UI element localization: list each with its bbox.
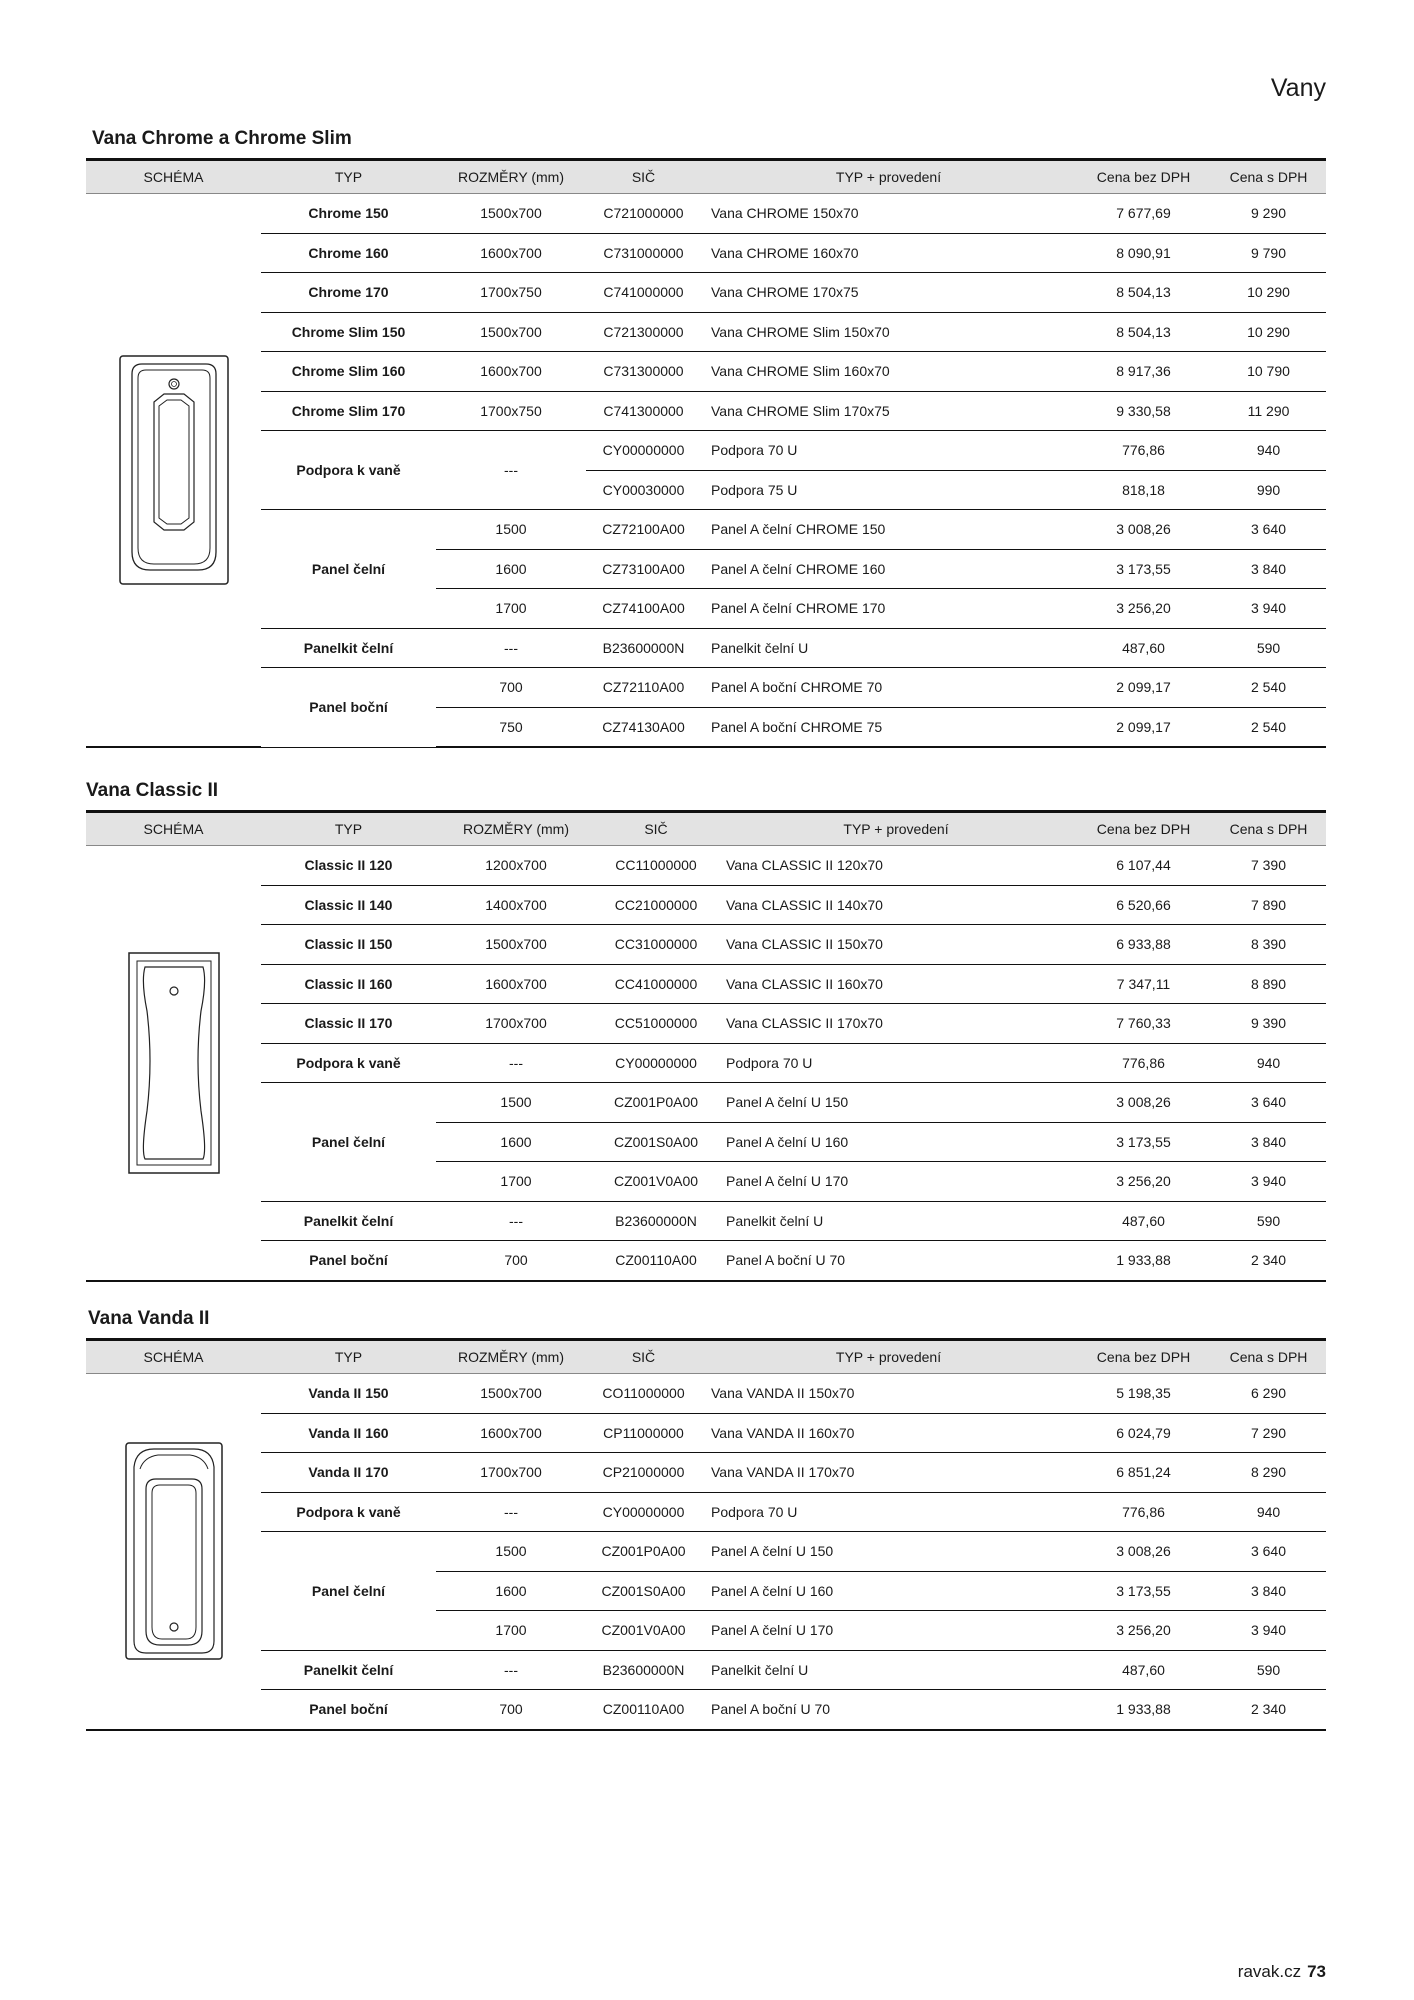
cell-popis: Panel A čelní CHROME 170 bbox=[701, 589, 1076, 629]
cell-typ: Chrome 150 bbox=[261, 194, 436, 234]
cell-popis: Vana VANDA II 170x70 bbox=[701, 1453, 1076, 1493]
cell-cena-s: 10 290 bbox=[1211, 273, 1326, 313]
cell-cena-s: 3 640 bbox=[1211, 510, 1326, 550]
cell-rozmer: 700 bbox=[436, 668, 586, 708]
cell-rozmer: 1500 bbox=[436, 1532, 586, 1572]
table-row bbox=[86, 1413, 1326, 1453]
header-schema: SCHÉMA bbox=[86, 160, 261, 194]
cell-sic: CZ001S0A00 bbox=[586, 1571, 701, 1611]
cell-cena-bez: 776,86 bbox=[1076, 1492, 1211, 1532]
bathtub-vanda-diagram bbox=[124, 1441, 224, 1661]
cell-rozmer: 1500x700 bbox=[436, 312, 586, 352]
cell-cena-bez: 7 347,11 bbox=[1076, 964, 1211, 1004]
cell-cena-s: 9 290 bbox=[1211, 194, 1326, 234]
cell-rozmer: 1600x700 bbox=[436, 964, 596, 1004]
cell-rozmer: --- bbox=[436, 628, 586, 668]
cell-popis: Panelkit čelní U bbox=[701, 628, 1076, 668]
table-row bbox=[86, 352, 1326, 392]
cell-cena-bez: 3 008,26 bbox=[1076, 1532, 1211, 1572]
cell-sic: C741300000 bbox=[586, 391, 701, 431]
cell-typ: Classic II 170 bbox=[261, 1004, 436, 1044]
cell-cena-bez: 8 917,36 bbox=[1076, 352, 1211, 392]
cell-cena-s: 940 bbox=[1211, 431, 1326, 471]
cell-cena-bez: 6 107,44 bbox=[1076, 846, 1211, 886]
header-typ-provedeni: TYP + provedení bbox=[701, 1340, 1076, 1374]
cell-rozmer: 1600 bbox=[436, 1122, 596, 1162]
cell-cena-s: 11 290 bbox=[1211, 391, 1326, 431]
table-row bbox=[86, 273, 1326, 313]
table-row bbox=[86, 431, 1326, 471]
cell-rozmer: 1600x700 bbox=[436, 352, 586, 392]
section-chrome bbox=[86, 126, 1326, 748]
cell-cena-s: 3 840 bbox=[1211, 1571, 1326, 1611]
cell-rozmer: 1700x700 bbox=[436, 1453, 586, 1493]
table-row bbox=[86, 194, 1326, 234]
section-title: Vana Vanda II bbox=[88, 1308, 210, 1329]
cell-popis: Vana VANDA II 150x70 bbox=[701, 1374, 1076, 1414]
cell-cena-s: 8 890 bbox=[1211, 964, 1326, 1004]
cell-popis: Podpora 75 U bbox=[701, 470, 1076, 510]
cell-popis: Panel A boční CHROME 75 bbox=[701, 707, 1076, 747]
table-row bbox=[86, 1043, 1326, 1083]
header-cena-bez: Cena bez DPH bbox=[1076, 812, 1211, 846]
cell-typ: Vanda II 170 bbox=[261, 1453, 436, 1493]
cell-cena-bez: 2 099,17 bbox=[1076, 668, 1211, 708]
cell-rozmer: 1600 bbox=[436, 1571, 586, 1611]
cell-cena-s: 3 640 bbox=[1211, 1083, 1326, 1123]
table-row bbox=[86, 1083, 1326, 1123]
cell-cena-s: 10 290 bbox=[1211, 312, 1326, 352]
cell-typ: Panelkit čelní bbox=[261, 1201, 436, 1241]
cell-typ: Panel boční bbox=[261, 1241, 436, 1281]
cell-cena-s: 2 340 bbox=[1211, 1690, 1326, 1730]
cell-typ: Panel čelní bbox=[261, 1532, 436, 1651]
cell-sic: C731300000 bbox=[586, 352, 701, 392]
cell-rozmer: --- bbox=[436, 1492, 586, 1532]
cell-sic: CP11000000 bbox=[586, 1413, 701, 1453]
cell-cena-bez: 8 090,91 bbox=[1076, 233, 1211, 273]
cell-rozmer: 1700 bbox=[436, 589, 586, 629]
cell-rozmer: 700 bbox=[436, 1241, 596, 1281]
cell-sic: CZ74100A00 bbox=[586, 589, 701, 629]
cell-sic: CZ001P0A00 bbox=[586, 1532, 701, 1572]
cell-cena-s: 8 390 bbox=[1211, 925, 1326, 965]
cell-sic: CZ73100A00 bbox=[586, 549, 701, 589]
price-table bbox=[86, 810, 1326, 1282]
cell-cena-bez: 7 677,69 bbox=[1076, 194, 1211, 234]
cell-typ: Podpora k vaně bbox=[261, 1492, 436, 1532]
section-classic bbox=[86, 778, 1326, 1282]
cell-cena-s: 3 640 bbox=[1211, 1532, 1326, 1572]
cell-typ: Classic II 160 bbox=[261, 964, 436, 1004]
cell-popis: Panel A čelní CHROME 160 bbox=[701, 549, 1076, 589]
cell-popis: Panel A boční U 70 bbox=[716, 1241, 1076, 1281]
table-header bbox=[86, 160, 1326, 194]
cell-rozmer: 1500x700 bbox=[436, 1374, 586, 1414]
cell-sic: CZ00110A00 bbox=[586, 1690, 701, 1730]
header-cena-s: Cena s DPH bbox=[1211, 160, 1326, 194]
cell-rozmer: --- bbox=[436, 431, 586, 510]
cell-typ: Panel boční bbox=[261, 668, 436, 748]
table-row bbox=[86, 668, 1326, 708]
cell-sic: CZ001S0A00 bbox=[596, 1122, 716, 1162]
cell-rozmer: 1600 bbox=[436, 549, 586, 589]
cell-cena-s: 7 290 bbox=[1211, 1413, 1326, 1453]
cell-cena-s: 3 940 bbox=[1211, 1611, 1326, 1651]
header-typ-provedeni: TYP + provedení bbox=[701, 160, 1076, 194]
cell-rozmer: 750 bbox=[436, 707, 586, 747]
cell-rozmer: 1500 bbox=[436, 510, 586, 550]
table-row bbox=[86, 510, 1326, 550]
cell-cena-s: 9 390 bbox=[1211, 1004, 1326, 1044]
cell-popis: Panel A čelní U 170 bbox=[716, 1162, 1076, 1202]
header-typ: TYP bbox=[261, 812, 436, 846]
header-cena-s: Cena s DPH bbox=[1211, 1340, 1326, 1374]
table-row bbox=[86, 233, 1326, 273]
cell-popis: Panelkit čelní U bbox=[701, 1650, 1076, 1690]
cell-typ: Classic II 150 bbox=[261, 925, 436, 965]
cell-cena-s: 10 790 bbox=[1211, 352, 1326, 392]
cell-cena-s: 3 840 bbox=[1211, 1122, 1326, 1162]
cell-popis: Podpora 70 U bbox=[716, 1043, 1076, 1083]
cell-rozmer: 1700 bbox=[436, 1611, 586, 1651]
cell-sic: B23600000N bbox=[596, 1201, 716, 1241]
cell-cena-bez: 6 520,66 bbox=[1076, 885, 1211, 925]
cell-sic: C721300000 bbox=[586, 312, 701, 352]
bathtub-chrome-diagram bbox=[118, 354, 230, 586]
cell-rozmer: 1700 bbox=[436, 1162, 596, 1202]
page-footer bbox=[1238, 1962, 1326, 1982]
cell-typ: Chrome 170 bbox=[261, 273, 436, 313]
cell-cena-bez: 9 330,58 bbox=[1076, 391, 1211, 431]
cell-cena-s: 2 540 bbox=[1211, 707, 1326, 747]
cell-typ: Chrome Slim 160 bbox=[261, 352, 436, 392]
cell-sic: B23600000N bbox=[586, 1650, 701, 1690]
cell-popis: Panelkit čelní U bbox=[716, 1201, 1076, 1241]
header-rozmery: ROZMĚRY (mm) bbox=[436, 1340, 586, 1374]
cell-popis: Panel A čelní U 170 bbox=[701, 1611, 1076, 1651]
cell-cena-s: 590 bbox=[1211, 1650, 1326, 1690]
cell-sic: CZ72110A00 bbox=[586, 668, 701, 708]
schema-cell bbox=[86, 1374, 261, 1730]
cell-cena-bez: 3 008,26 bbox=[1076, 1083, 1211, 1123]
price-table bbox=[86, 158, 1326, 748]
table-row bbox=[86, 925, 1326, 965]
header-sic: SIČ bbox=[586, 1340, 701, 1374]
cell-sic: CC51000000 bbox=[596, 1004, 716, 1044]
cell-rozmer: 1700x750 bbox=[436, 391, 586, 431]
cell-sic: CO11000000 bbox=[586, 1374, 701, 1414]
cell-cena-bez: 487,60 bbox=[1076, 1201, 1211, 1241]
cell-cena-bez: 487,60 bbox=[1076, 1650, 1211, 1690]
cell-cena-s: 6 290 bbox=[1211, 1374, 1326, 1414]
header-rozmery: ROZMĚRY (mm) bbox=[436, 160, 586, 194]
header-cena-bez: Cena bez DPH bbox=[1076, 160, 1211, 194]
cell-cena-s: 3 840 bbox=[1211, 549, 1326, 589]
cell-sic: CY00000000 bbox=[596, 1043, 716, 1083]
cell-sic: C721000000 bbox=[586, 194, 701, 234]
cell-cena-bez: 8 504,13 bbox=[1076, 312, 1211, 352]
cell-popis: Panel A čelní CHROME 150 bbox=[701, 510, 1076, 550]
cell-sic: CZ74130A00 bbox=[586, 707, 701, 747]
cell-cena-s: 7 890 bbox=[1211, 885, 1326, 925]
cell-cena-bez: 3 173,55 bbox=[1076, 1571, 1211, 1611]
cell-sic: CC31000000 bbox=[596, 925, 716, 965]
cell-popis: Vana CLASSIC II 140x70 bbox=[716, 885, 1076, 925]
table-row bbox=[86, 1650, 1326, 1690]
cell-popis: Panel A čelní U 150 bbox=[716, 1083, 1076, 1123]
cell-rozmer: 1700x700 bbox=[436, 1004, 596, 1044]
cell-typ: Vanda II 160 bbox=[261, 1413, 436, 1453]
cell-rozmer: 700 bbox=[436, 1690, 586, 1730]
cell-typ: Vanda II 150 bbox=[261, 1374, 436, 1414]
table-row bbox=[86, 964, 1326, 1004]
header-typ-provedeni: TYP + provedení bbox=[716, 812, 1076, 846]
cell-popis: Vana VANDA II 160x70 bbox=[701, 1413, 1076, 1453]
cell-rozmer: 1500 bbox=[436, 1083, 596, 1123]
header-cena-bez: Cena bez DPH bbox=[1076, 1340, 1211, 1374]
cell-cena-s: 9 790 bbox=[1211, 233, 1326, 273]
cell-cena-bez: 1 933,88 bbox=[1076, 1690, 1211, 1730]
cell-rozmer: 1600x700 bbox=[436, 233, 586, 273]
cell-cena-bez: 3 256,20 bbox=[1076, 589, 1211, 629]
cell-cena-bez: 7 760,33 bbox=[1076, 1004, 1211, 1044]
cell-sic: B23600000N bbox=[586, 628, 701, 668]
cell-cena-s: 940 bbox=[1211, 1043, 1326, 1083]
section-title: Vana Chrome a Chrome Slim bbox=[92, 128, 352, 149]
cell-cena-bez: 2 099,17 bbox=[1076, 707, 1211, 747]
cell-cena-bez: 6 851,24 bbox=[1076, 1453, 1211, 1493]
header-rozmery: ROZMĚRY (mm) bbox=[436, 812, 596, 846]
cell-cena-bez: 8 504,13 bbox=[1076, 273, 1211, 313]
cell-sic: CZ72100A00 bbox=[586, 510, 701, 550]
cell-cena-s: 940 bbox=[1211, 1492, 1326, 1532]
cell-popis: Vana CHROME Slim 170x75 bbox=[701, 391, 1076, 431]
cell-sic: CC11000000 bbox=[596, 846, 716, 886]
cell-sic: C731000000 bbox=[586, 233, 701, 273]
cell-cena-bez: 6 024,79 bbox=[1076, 1413, 1211, 1453]
cell-sic: CZ001P0A00 bbox=[596, 1083, 716, 1123]
page-number: 73 bbox=[1307, 1962, 1326, 1981]
header-cena-s: Cena s DPH bbox=[1211, 812, 1326, 846]
cell-cena-s: 990 bbox=[1211, 470, 1326, 510]
cell-cena-bez: 487,60 bbox=[1076, 628, 1211, 668]
cell-cena-bez: 5 198,35 bbox=[1076, 1374, 1211, 1414]
cell-sic: CC21000000 bbox=[596, 885, 716, 925]
cell-rozmer: 1500x700 bbox=[436, 925, 596, 965]
table-row bbox=[86, 1492, 1326, 1532]
cell-cena-s: 2 540 bbox=[1211, 668, 1326, 708]
cell-cena-bez: 776,86 bbox=[1076, 431, 1211, 471]
cell-sic: C741000000 bbox=[586, 273, 701, 313]
price-table bbox=[86, 1338, 1326, 1731]
table-row bbox=[86, 312, 1326, 352]
cell-rozmer: 1700x750 bbox=[436, 273, 586, 313]
table-row bbox=[86, 391, 1326, 431]
cell-rozmer: --- bbox=[436, 1201, 596, 1241]
header-schema: SCHÉMA bbox=[86, 812, 261, 846]
cell-typ: Panel čelní bbox=[261, 510, 436, 629]
cell-rozmer: 1400x700 bbox=[436, 885, 596, 925]
table-header bbox=[86, 812, 1326, 846]
header-schema: SCHÉMA bbox=[86, 1340, 261, 1374]
cell-popis: Vana CLASSIC II 160x70 bbox=[716, 964, 1076, 1004]
table-row bbox=[86, 1374, 1326, 1414]
table-row bbox=[86, 846, 1326, 886]
cell-typ: Panel boční bbox=[261, 1690, 436, 1730]
cell-rozmer: 1600x700 bbox=[436, 1413, 586, 1453]
cell-sic: CY00030000 bbox=[586, 470, 701, 510]
cell-typ: Classic II 120 bbox=[261, 846, 436, 886]
cell-typ: Classic II 140 bbox=[261, 885, 436, 925]
table-row bbox=[86, 1532, 1326, 1572]
cell-cena-s: 2 340 bbox=[1211, 1241, 1326, 1281]
header-typ: TYP bbox=[261, 160, 436, 194]
cell-cena-bez: 3 173,55 bbox=[1076, 1122, 1211, 1162]
table-row bbox=[86, 628, 1326, 668]
bathtub-classic-diagram bbox=[127, 951, 221, 1175]
cell-popis: Podpora 70 U bbox=[701, 1492, 1076, 1532]
footer-site-link[interactable]: ravak.cz bbox=[1237, 1962, 1302, 1981]
section-title: Vana Classic II bbox=[86, 780, 219, 801]
schema-cell bbox=[86, 846, 261, 1281]
cell-cena-bez: 818,18 bbox=[1076, 470, 1211, 510]
cell-sic: CY00000000 bbox=[586, 1492, 701, 1532]
cell-rozmer: 1500x700 bbox=[436, 194, 586, 234]
header-sic: SIČ bbox=[586, 160, 701, 194]
cell-popis: Panel A boční U 70 bbox=[701, 1690, 1076, 1730]
cell-cena-s: 590 bbox=[1211, 628, 1326, 668]
cell-cena-bez: 776,86 bbox=[1076, 1043, 1211, 1083]
cell-popis: Panel A čelní U 150 bbox=[701, 1532, 1076, 1572]
cell-cena-bez: 6 933,88 bbox=[1076, 925, 1211, 965]
header-sic: SIČ bbox=[596, 812, 716, 846]
header-typ: TYP bbox=[261, 1340, 436, 1374]
cell-typ: Chrome Slim 150 bbox=[261, 312, 436, 352]
cell-sic: CZ00110A00 bbox=[596, 1241, 716, 1281]
cell-popis: Vana CHROME Slim 150x70 bbox=[701, 312, 1076, 352]
cell-sic: CP21000000 bbox=[586, 1453, 701, 1493]
cell-cena-s: 3 940 bbox=[1211, 1162, 1326, 1202]
schema-cell bbox=[86, 194, 261, 748]
cell-popis: Vana CHROME 150x70 bbox=[701, 194, 1076, 234]
cell-popis: Vana CHROME Slim 160x70 bbox=[701, 352, 1076, 392]
table-row bbox=[86, 1004, 1326, 1044]
cell-cena-bez: 3 256,20 bbox=[1076, 1611, 1211, 1651]
table-header bbox=[86, 1340, 1326, 1374]
table-row bbox=[86, 1690, 1326, 1730]
cell-sic: CY00000000 bbox=[586, 431, 701, 471]
cell-popis: Vana CHROME 160x70 bbox=[701, 233, 1076, 273]
cell-rozmer: --- bbox=[436, 1650, 586, 1690]
cell-cena-bez: 1 933,88 bbox=[1076, 1241, 1211, 1281]
table-row bbox=[86, 1453, 1326, 1493]
cell-popis: Vana CLASSIC II 150x70 bbox=[716, 925, 1076, 965]
cell-sic: CZ001V0A00 bbox=[596, 1162, 716, 1202]
cell-popis: Vana CLASSIC II 170x70 bbox=[716, 1004, 1076, 1044]
cell-cena-s: 3 940 bbox=[1211, 589, 1326, 629]
cell-cena-bez: 3 256,20 bbox=[1076, 1162, 1211, 1202]
cell-sic: CC41000000 bbox=[596, 964, 716, 1004]
cell-popis: Panel A čelní U 160 bbox=[716, 1122, 1076, 1162]
cell-cena-s: 7 390 bbox=[1211, 846, 1326, 886]
table-row bbox=[86, 1241, 1326, 1281]
cell-popis: Podpora 70 U bbox=[701, 431, 1076, 471]
cell-popis: Vana CLASSIC II 120x70 bbox=[716, 846, 1076, 886]
cell-cena-s: 8 290 bbox=[1211, 1453, 1326, 1493]
cell-cena-bez: 3 173,55 bbox=[1076, 549, 1211, 589]
table-row bbox=[86, 1201, 1326, 1241]
cell-typ: Chrome Slim 170 bbox=[261, 391, 436, 431]
cell-typ: Chrome 160 bbox=[261, 233, 436, 273]
cell-typ: Panelkit čelní bbox=[261, 628, 436, 668]
cell-rozmer: --- bbox=[436, 1043, 596, 1083]
cell-cena-s: 590 bbox=[1211, 1201, 1326, 1241]
cell-typ: Podpora k vaně bbox=[261, 431, 436, 510]
cell-typ: Panelkit čelní bbox=[261, 1650, 436, 1690]
cell-popis: Panel A čelní U 160 bbox=[701, 1571, 1076, 1611]
cell-popis: Vana CHROME 170x75 bbox=[701, 273, 1076, 313]
cell-popis: Panel A boční CHROME 70 bbox=[701, 668, 1076, 708]
table-row bbox=[86, 885, 1326, 925]
cell-typ: Panel čelní bbox=[261, 1083, 436, 1202]
cell-cena-bez: 3 008,26 bbox=[1076, 510, 1211, 550]
cell-typ: Podpora k vaně bbox=[261, 1043, 436, 1083]
cell-sic: CZ001V0A00 bbox=[586, 1611, 701, 1651]
section-vanda bbox=[86, 1306, 1326, 1731]
cell-rozmer: 1200x700 bbox=[436, 846, 596, 886]
page-title: Vany bbox=[1270, 74, 1326, 102]
